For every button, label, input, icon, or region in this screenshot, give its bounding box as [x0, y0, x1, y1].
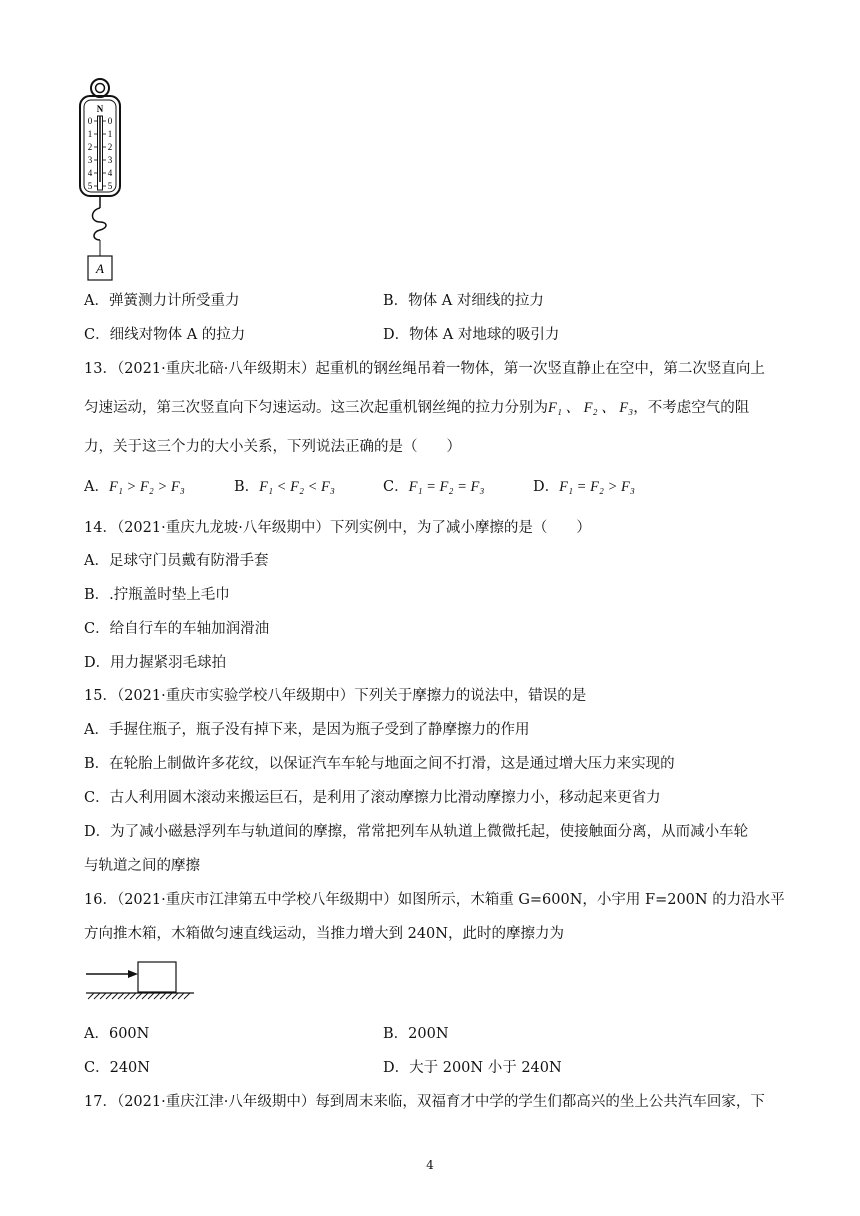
q13-option-c: C．F₁ = F₂ = F₃	[383, 479, 485, 495]
q13-option-b: B．F₁ < F₂ < F₃	[234, 479, 335, 495]
q13-stem-line2	[84, 398, 749, 418]
q15-option-c: C．古人利用圆木滚动来搬运巨石，是利用了滚动摩擦力比滑动摩擦力小，移动起来更省力	[84, 790, 661, 806]
scale-tick-right: 1	[107, 129, 113, 139]
q16-option-c: C．240N	[84, 1060, 150, 1076]
q15-option-a: A．手握住瓶子，瓶子没有掉下来，是因为瓶子受到了静摩擦力的作用	[84, 722, 530, 738]
page-number: 4	[426, 1158, 434, 1172]
scale-tick-right: 0	[107, 116, 113, 126]
q14-option-a: A．足球守门员戴有防滑手套	[84, 553, 269, 569]
scale-tick-left: 1	[87, 129, 93, 139]
scale-tick-right: 3	[107, 155, 113, 165]
q15-stem: 15．（2021·重庆市实验学校八年级期中）下列关于摩擦力的说法中，错误的是	[84, 688, 587, 704]
q16-option-b: B．200N	[383, 1026, 449, 1042]
q12-option-c: C．细线对物体 A 的拉力	[84, 327, 246, 343]
q13-text-tail: ，不考虑空气的阻	[633, 400, 750, 416]
q13-stem-line1: 13．（2021·重庆北碚·八年级期末）起重机的钢丝绳吊着一物体，第一次竖直静止在空中，第二次竖直向上	[84, 361, 765, 377]
scale-tick-right: 5	[107, 181, 113, 191]
q13-stem-line3: 力，关于这三个力的大小关系，下列说法正确的是（ ）	[84, 439, 461, 455]
q13-text: 匀速运动，第三次竖直向下匀速运动。这三次起重机钢丝绳的拉力分别为	[84, 400, 548, 416]
q13-option-a: A．F₁ > F₂ > F₃	[84, 479, 185, 495]
scale-tick-right: 2	[107, 142, 113, 152]
q14-option-b: B．.拧瓶盖时垫上毛巾	[84, 587, 230, 603]
q16-stem-line2: 方向推木箱，木箱做匀速直线运动，当推力增大到 240N，此时的摩擦力为	[84, 926, 564, 942]
block-a-label: A	[96, 261, 104, 276]
scale-tick-left: 2	[87, 142, 93, 152]
q16-option-a: A．600N	[84, 1026, 150, 1042]
q14-stem: 14．（2021·重庆九龙坡·八年级期中）下列实例中，为了减小摩擦的是（ ）	[84, 520, 591, 536]
scale-unit-label: N	[96, 104, 104, 114]
q14-option-c: C．给自行车的车轴加润滑油	[84, 621, 270, 637]
q12-option-d: D．物体 A 对地球的吸引力	[383, 327, 560, 343]
q12-option-a: A．弹簧测力计所受重力	[84, 293, 240, 309]
scale-tick-left: 0	[87, 116, 93, 126]
q15-option-d-line2: 与轨道之间的摩擦	[84, 858, 200, 874]
spring-scale-figure	[70, 76, 140, 290]
q12-option-b: B．物体 A 对细线的拉力	[383, 293, 544, 309]
q16-option-d: D．大于 200N 小于 240N	[383, 1060, 562, 1076]
q15-option-b: B．在轮胎上制做许多花纹，以保证汽车车轮与地面之间不打滑，这是通过增大压力来实现的	[84, 756, 675, 772]
arrow-icon	[128, 970, 138, 978]
scale-tick-left: 5	[87, 181, 93, 191]
q14-option-d: D．用力握紧羽毛球拍	[84, 655, 227, 671]
q17-stem-line1: 17．（2021·重庆江津·八年级期中）每到周末来临，双福育才中学的学生们都高兴的坐上公共汽车回家，下	[84, 1094, 765, 1110]
scale-tick-right: 4	[107, 168, 113, 178]
box-push-figure	[84, 960, 196, 1004]
scale-tick-left: 4	[87, 168, 93, 178]
q16-stem-line1: 16．（2021·重庆市江津第五中学校八年级期中）如图所示，木箱重 G=600N，小宇用 F=200N 的力沿水平	[84, 892, 785, 908]
scale-tick-left: 3	[87, 155, 93, 165]
q13-force-vars: F₁ 、 F₂ 、 F₃	[548, 400, 634, 416]
q15-option-d-line1: D．为了减小磁悬浮列车与轨道间的摩擦，常常把列车从轨道上微微托起，使接触面分离，从而减小车轮	[84, 824, 749, 840]
q13-option-d: D．F₁ = F₂ > F₃	[533, 479, 635, 495]
